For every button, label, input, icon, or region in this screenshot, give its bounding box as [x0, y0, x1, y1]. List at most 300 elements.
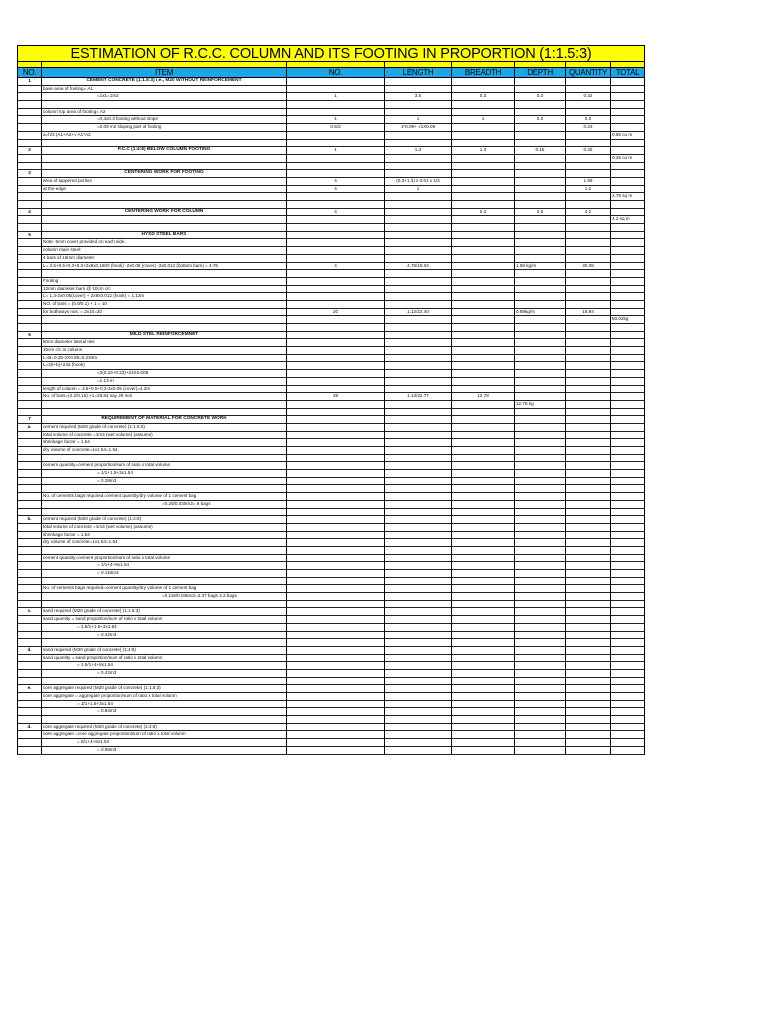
cell-total[interactable]: 0.25 cu m: [611, 155, 645, 163]
cell-no[interactable]: [17, 86, 42, 94]
cell-total[interactable]: 0.85 cu m: [611, 132, 645, 140]
cell-depth[interactable]: [515, 278, 566, 286]
cell-quantity[interactable]: [566, 447, 611, 455]
cell-breadth[interactable]: [452, 708, 515, 716]
cell-no[interactable]: [17, 163, 42, 171]
cell-depth[interactable]: [515, 424, 566, 432]
cell-no[interactable]: [17, 632, 42, 640]
cell-count[interactable]: [287, 316, 385, 324]
cell-depth[interactable]: [515, 601, 566, 609]
cell-length[interactable]: [385, 539, 452, 547]
cell-item[interactable]: core aggregate required (M20 grade of concrete) (1:1.5:3): [42, 685, 287, 693]
cell-breadth[interactable]: [452, 462, 515, 470]
cell-total[interactable]: [611, 708, 645, 716]
cell-count[interactable]: [287, 462, 385, 470]
cell-no[interactable]: [17, 347, 42, 355]
cell-length[interactable]: [385, 493, 452, 501]
cell-no[interactable]: [17, 455, 42, 463]
cell-no[interactable]: d.: [17, 724, 42, 732]
cell-length[interactable]: [385, 347, 452, 355]
cell-no[interactable]: [17, 747, 42, 755]
cell-quantity[interactable]: [566, 324, 611, 332]
cell-length[interactable]: [385, 232, 452, 240]
cell-quantity[interactable]: [566, 270, 611, 278]
cell-no[interactable]: [17, 562, 42, 570]
cell-depth[interactable]: [515, 132, 566, 140]
cell-depth[interactable]: [515, 478, 566, 486]
cell-item[interactable]: total volume of concrete =1m3 (wet volume) (assume): [42, 524, 287, 532]
cell-breadth[interactable]: [452, 593, 515, 601]
cell-item[interactable]: CENTERING WORK FOR COLUMN: [42, 209, 287, 217]
cell-count[interactable]: 1: [287, 116, 385, 124]
cell-breadth[interactable]: [452, 439, 515, 447]
cell-quantity[interactable]: [566, 439, 611, 447]
cell-breadth[interactable]: [452, 409, 515, 417]
cell-breadth[interactable]: [452, 193, 515, 201]
cell-item[interactable]: [42, 547, 287, 555]
cell-depth[interactable]: [515, 747, 566, 755]
cell-no[interactable]: [17, 616, 42, 624]
cell-no[interactable]: 5: [17, 232, 42, 240]
cell-total[interactable]: [611, 255, 645, 263]
cell-length[interactable]: [385, 716, 452, 724]
cell-total[interactable]: [611, 716, 645, 724]
cell-no[interactable]: [17, 678, 42, 686]
cell-no[interactable]: [17, 539, 42, 547]
cell-breadth[interactable]: [452, 201, 515, 209]
cell-depth[interactable]: 0.3: [515, 93, 566, 101]
cell-no[interactable]: [17, 731, 42, 739]
cell-item[interactable]: 4 bars of 16mm diameter:: [42, 255, 287, 263]
cell-no[interactable]: a.: [17, 424, 42, 432]
cell-depth[interactable]: [515, 670, 566, 678]
cell-breadth[interactable]: [452, 416, 515, 424]
cell-no[interactable]: [17, 670, 42, 678]
cell-breadth[interactable]: [452, 447, 515, 455]
cell-length[interactable]: [385, 439, 452, 447]
cell-total[interactable]: [611, 693, 645, 701]
cell-item[interactable]: [42, 270, 287, 278]
cell-depth[interactable]: [515, 255, 566, 263]
cell-quantity[interactable]: [566, 347, 611, 355]
cell-total[interactable]: [611, 724, 645, 732]
cell-depth[interactable]: [515, 293, 566, 301]
cell-quantity[interactable]: [566, 593, 611, 601]
cell-length[interactable]: [385, 255, 452, 263]
cell-item[interactable]: =0.09 m2 sloping part of footing: [42, 124, 287, 132]
cell-depth[interactable]: [515, 616, 566, 624]
cell-total[interactable]: [611, 293, 645, 301]
cell-breadth[interactable]: [452, 124, 515, 132]
cell-length[interactable]: [385, 670, 452, 678]
cell-total[interactable]: [611, 685, 645, 693]
cell-item[interactable]: = 0.28m3: [42, 478, 287, 486]
cell-length[interactable]: [385, 624, 452, 632]
cell-length[interactable]: [385, 739, 452, 747]
cell-count[interactable]: [287, 485, 385, 493]
cell-depth[interactable]: [515, 393, 566, 401]
cell-count[interactable]: [287, 562, 385, 570]
cell-depth[interactable]: [515, 247, 566, 255]
cell-total[interactable]: [611, 147, 645, 155]
cell-quantity[interactable]: 1.2: [566, 186, 611, 194]
cell-item[interactable]: = 0.95m3: [42, 747, 287, 755]
cell-breadth[interactable]: 12.78: [452, 393, 515, 401]
cell-quantity[interactable]: [566, 616, 611, 624]
cell-breadth[interactable]: [452, 278, 515, 286]
cell-quantity[interactable]: [566, 485, 611, 493]
cell-no[interactable]: [17, 624, 42, 632]
cell-no[interactable]: [17, 263, 42, 271]
cell-breadth[interactable]: [452, 224, 515, 232]
cell-depth[interactable]: [515, 239, 566, 247]
cell-no[interactable]: [17, 286, 42, 294]
cell-quantity[interactable]: [566, 624, 611, 632]
cell-length[interactable]: 1: [385, 116, 452, 124]
cell-length[interactable]: [385, 516, 452, 524]
cell-count[interactable]: [287, 716, 385, 724]
cell-item[interactable]: CENTERING WORK FOR FOOTING: [42, 170, 287, 178]
cell-breadth[interactable]: [452, 370, 515, 378]
cell-breadth[interactable]: [452, 155, 515, 163]
cell-breadth[interactable]: [452, 78, 515, 86]
cell-breadth[interactable]: [452, 232, 515, 240]
cell-breadth[interactable]: [452, 316, 515, 324]
cell-breadth[interactable]: [452, 140, 515, 148]
cell-depth[interactable]: [515, 501, 566, 509]
cell-count[interactable]: [287, 132, 385, 140]
cell-quantity[interactable]: [566, 532, 611, 540]
cell-no[interactable]: [17, 239, 42, 247]
header-breadth[interactable]: BREADTH: [452, 68, 515, 78]
cell-item[interactable]: for bothways nos. = 2x10=20: [42, 309, 287, 317]
cell-length[interactable]: [385, 509, 452, 517]
cell-count[interactable]: [287, 86, 385, 94]
cell-depth[interactable]: [515, 347, 566, 355]
cell-depth[interactable]: [515, 286, 566, 294]
cell-total[interactable]: [611, 393, 645, 401]
cell-depth[interactable]: [515, 316, 566, 324]
cell-item[interactable]: 12mm diameter bars @ 10cm c/c: [42, 286, 287, 294]
cell-item[interactable]: =0.3x0.3 footing without slope: [42, 116, 287, 124]
cell-quantity[interactable]: [566, 685, 611, 693]
cell-breadth[interactable]: [452, 647, 515, 655]
cell-quantity[interactable]: [566, 601, 611, 609]
cell-length[interactable]: [385, 647, 452, 655]
cell-item[interactable]: column main steel:: [42, 247, 287, 255]
cell-total[interactable]: [611, 170, 645, 178]
cell-count[interactable]: [287, 339, 385, 347]
cell-count[interactable]: [287, 678, 385, 686]
cell-count[interactable]: [287, 632, 385, 640]
cell-quantity[interactable]: [566, 386, 611, 394]
cell-count[interactable]: [287, 509, 385, 517]
cell-quantity[interactable]: [566, 470, 611, 478]
cell-depth[interactable]: [515, 539, 566, 547]
cell-count[interactable]: [287, 255, 385, 263]
cell-total[interactable]: [611, 201, 645, 209]
cell-no[interactable]: [17, 447, 42, 455]
cell-breadth[interactable]: [452, 239, 515, 247]
cell-count[interactable]: [287, 447, 385, 455]
cell-count[interactable]: [287, 401, 385, 409]
cell-total[interactable]: [611, 647, 645, 655]
cell-count[interactable]: [287, 693, 385, 701]
cell-depth[interactable]: [515, 378, 566, 386]
cell-no[interactable]: [17, 109, 42, 117]
cell-no[interactable]: [17, 247, 42, 255]
cell-breadth[interactable]: [452, 731, 515, 739]
cell-count[interactable]: [287, 685, 385, 693]
cell-item[interactable]: Footing: [42, 278, 287, 286]
cell-total[interactable]: [611, 455, 645, 463]
cell-no[interactable]: 3: [17, 170, 42, 178]
cell-depth[interactable]: [515, 86, 566, 94]
cell-total[interactable]: [611, 739, 645, 747]
cell-quantity[interactable]: [566, 578, 611, 586]
cell-quantity[interactable]: [566, 78, 611, 86]
cell-quantity[interactable]: [566, 608, 611, 616]
cell-item[interactable]: = 1.5/1+4+8x1.54: [42, 662, 287, 670]
cell-item[interactable]: =1.13 m: [42, 378, 287, 386]
cell-depth[interactable]: [515, 662, 566, 670]
cell-total[interactable]: [611, 624, 645, 632]
cell-item[interactable]: =0.118/0.035m3=3.37 bags 3.3 bags: [42, 593, 287, 601]
cell-length[interactable]: [385, 532, 452, 540]
cell-total[interactable]: [611, 616, 645, 624]
cell-depth[interactable]: [515, 301, 566, 309]
cell-no[interactable]: b.: [17, 516, 42, 524]
cell-count[interactable]: [287, 332, 385, 340]
cell-length[interactable]: [385, 731, 452, 739]
cell-length[interactable]: (0.3+1.3) x 0.61 x 1/2: [385, 178, 452, 186]
cell-breadth[interactable]: [452, 693, 515, 701]
cell-total[interactable]: [611, 301, 645, 309]
cell-quantity[interactable]: [566, 393, 611, 401]
cell-count[interactable]: [287, 601, 385, 609]
cell-quantity[interactable]: [566, 509, 611, 517]
cell-no[interactable]: [17, 547, 42, 555]
cell-depth[interactable]: [515, 170, 566, 178]
cell-total[interactable]: [611, 362, 645, 370]
cell-quantity[interactable]: [566, 293, 611, 301]
cell-count[interactable]: [287, 386, 385, 394]
cell-no[interactable]: [17, 155, 42, 163]
cell-breadth[interactable]: [452, 424, 515, 432]
cell-breadth[interactable]: 1: [452, 116, 515, 124]
cell-count[interactable]: [287, 362, 385, 370]
cell-no[interactable]: [17, 601, 42, 609]
header-no[interactable]: NO.: [17, 68, 42, 78]
cell-breadth[interactable]: [452, 685, 515, 693]
cell-count[interactable]: 1: [287, 93, 385, 101]
cell-item[interactable]: Note- 5mm cover provided on each side.: [42, 239, 287, 247]
cell-no[interactable]: e.: [17, 685, 42, 693]
cell-length[interactable]: [385, 278, 452, 286]
cell-depth[interactable]: [515, 416, 566, 424]
cell-length[interactable]: [385, 693, 452, 701]
cell-depth[interactable]: [515, 232, 566, 240]
cell-breadth[interactable]: [452, 286, 515, 294]
cell-total[interactable]: [611, 163, 645, 171]
cell-no[interactable]: [17, 178, 42, 186]
cell-total[interactable]: [611, 608, 645, 616]
cell-no[interactable]: [17, 470, 42, 478]
cell-no[interactable]: [17, 693, 42, 701]
cell-item[interactable]: MILD STEL REINFORCEMNET: [42, 332, 287, 340]
cell-breadth[interactable]: [452, 547, 515, 555]
cell-breadth[interactable]: [452, 739, 515, 747]
cell-item[interactable]: [42, 639, 287, 647]
cell-depth[interactable]: [515, 562, 566, 570]
cell-depth[interactable]: [515, 624, 566, 632]
cell-total[interactable]: [611, 516, 645, 524]
cell-breadth[interactable]: [452, 655, 515, 663]
cell-no[interactable]: d.: [17, 647, 42, 655]
cell-item[interactable]: sand quantity = sand proportion/sum of ratio x total volumn: [42, 655, 287, 663]
cell-count[interactable]: [287, 470, 385, 478]
cell-no[interactable]: [17, 432, 42, 440]
cell-length[interactable]: 1.12/22.40: [385, 309, 452, 317]
cell-length[interactable]: [385, 155, 452, 163]
cell-count[interactable]: [287, 78, 385, 86]
cell-depth[interactable]: 0.15: [515, 147, 566, 155]
cell-quantity[interactable]: 30.08: [566, 263, 611, 271]
cell-depth[interactable]: [515, 578, 566, 586]
cell-no[interactable]: [17, 639, 42, 647]
cell-count[interactable]: [287, 608, 385, 616]
cell-item[interactable]: P.C.C (1:4:8) BELOW COLUMN FOOTING: [42, 147, 287, 155]
cell-count[interactable]: [287, 493, 385, 501]
cell-item[interactable]: dry volume of concrete=1x1.54=1.54: [42, 539, 287, 547]
cell-total[interactable]: [611, 370, 645, 378]
cell-quantity[interactable]: [566, 524, 611, 532]
cell-total[interactable]: [611, 101, 645, 109]
cell-depth[interactable]: [515, 685, 566, 693]
cell-count[interactable]: [287, 655, 385, 663]
cell-item[interactable]: [42, 155, 287, 163]
cell-count[interactable]: [287, 724, 385, 732]
cell-length[interactable]: [385, 616, 452, 624]
cell-count[interactable]: [287, 662, 385, 670]
cell-depth[interactable]: [515, 370, 566, 378]
cell-count[interactable]: [287, 193, 385, 201]
cell-item[interactable]: No. of cements bags required=cement quantity/dry volume of 1 cement bag: [42, 585, 287, 593]
cell-item[interactable]: 8mm diameter lateral ties: [42, 339, 287, 347]
cell-quantity[interactable]: [566, 639, 611, 647]
cell-depth[interactable]: [515, 432, 566, 440]
cell-total[interactable]: [611, 416, 645, 424]
cell-length[interactable]: [385, 632, 452, 640]
cell-breadth[interactable]: [452, 101, 515, 109]
cell-depth[interactable]: [515, 201, 566, 209]
cell-length[interactable]: [385, 585, 452, 593]
cell-no[interactable]: [17, 186, 42, 194]
cell-length[interactable]: [385, 432, 452, 440]
cell-total[interactable]: [611, 578, 645, 586]
cell-breadth[interactable]: [452, 178, 515, 186]
cell-count[interactable]: [287, 747, 385, 755]
header-total[interactable]: TOTAL: [611, 68, 645, 78]
cell-item[interactable]: [42, 455, 287, 463]
cell-total[interactable]: [611, 278, 645, 286]
cell-depth[interactable]: [515, 555, 566, 563]
cell-total[interactable]: [611, 670, 645, 678]
cell-item[interactable]: No. of cements bags required=cement quantity/dry volume of 1 cement bag: [42, 493, 287, 501]
cell-quantity[interactable]: 0.23: [566, 124, 611, 132]
cell-item[interactable]: cement required (M20 grade of concrete) (1:4:8): [42, 516, 287, 524]
cell-quantity[interactable]: [566, 247, 611, 255]
cell-quantity[interactable]: [566, 662, 611, 670]
cell-item[interactable]: = 3/1+1.5+3x1.54: [42, 701, 287, 709]
cell-count[interactable]: [287, 355, 385, 363]
cell-breadth[interactable]: [452, 378, 515, 386]
cell-item[interactable]: [42, 678, 287, 686]
cell-total[interactable]: [611, 747, 645, 755]
cell-breadth[interactable]: [452, 678, 515, 686]
cell-depth[interactable]: [515, 716, 566, 724]
cell-quantity[interactable]: [566, 501, 611, 509]
cell-quantity[interactable]: [566, 693, 611, 701]
cell-item[interactable]: [42, 216, 287, 224]
cell-total[interactable]: [611, 209, 645, 217]
cell-item[interactable]: cement quantity=cement proportion/sum of ratio x total volume: [42, 462, 287, 470]
cell-no[interactable]: 6: [17, 332, 42, 340]
cell-total[interactable]: [611, 493, 645, 501]
cell-count[interactable]: [287, 478, 385, 486]
cell-breadth[interactable]: [452, 578, 515, 586]
cell-total[interactable]: [611, 178, 645, 186]
cell-depth[interactable]: [515, 608, 566, 616]
cell-depth[interactable]: [515, 678, 566, 686]
cell-no[interactable]: [17, 132, 42, 140]
cell-quantity[interactable]: [566, 416, 611, 424]
cell-count[interactable]: [287, 409, 385, 417]
cell-count[interactable]: [287, 708, 385, 716]
cell-item[interactable]: =1x1=1m2: [42, 93, 287, 101]
cell-quantity[interactable]: [566, 570, 611, 578]
cell-total[interactable]: [611, 562, 645, 570]
cell-item[interactable]: [42, 578, 287, 586]
cell-depth[interactable]: [515, 532, 566, 540]
cell-length[interactable]: [385, 201, 452, 209]
cell-item[interactable]: CEMENT CONCRETE (1:1.5:3) i.e., M20 WITHOUT REINFORCEMENT: [42, 78, 287, 86]
cell-count[interactable]: [287, 624, 385, 632]
cell-breadth[interactable]: [452, 163, 515, 171]
cell-quantity[interactable]: [566, 731, 611, 739]
cell-quantity[interactable]: [566, 493, 611, 501]
cell-item[interactable]: = 0.118m3: [42, 570, 287, 578]
cell-no[interactable]: [17, 439, 42, 447]
cell-depth[interactable]: [515, 493, 566, 501]
cell-length[interactable]: [385, 409, 452, 417]
cell-count[interactable]: [287, 439, 385, 447]
cell-length[interactable]: [385, 270, 452, 278]
cell-breadth[interactable]: [452, 347, 515, 355]
cell-breadth[interactable]: [452, 532, 515, 540]
cell-count[interactable]: 0.5/3: [287, 124, 385, 132]
cell-item[interactable]: a=h/3 (A1+A2+√ A1*A2: [42, 132, 287, 140]
cell-item[interactable]: L= 3.5+0.5+0.3+0.3+2x9x0.1600 (hook) -2x0.05 (cover) -2x0.012 (bottom bars) = 4.76: [42, 263, 287, 271]
cell-total[interactable]: [611, 309, 645, 317]
cell-breadth[interactable]: [452, 247, 515, 255]
cell-total[interactable]: 2.79 sq m: [611, 193, 645, 201]
cell-no[interactable]: [17, 409, 42, 417]
cell-length[interactable]: [385, 593, 452, 601]
cell-no[interactable]: [17, 578, 42, 586]
cell-depth[interactable]: [515, 516, 566, 524]
cell-count[interactable]: [287, 101, 385, 109]
